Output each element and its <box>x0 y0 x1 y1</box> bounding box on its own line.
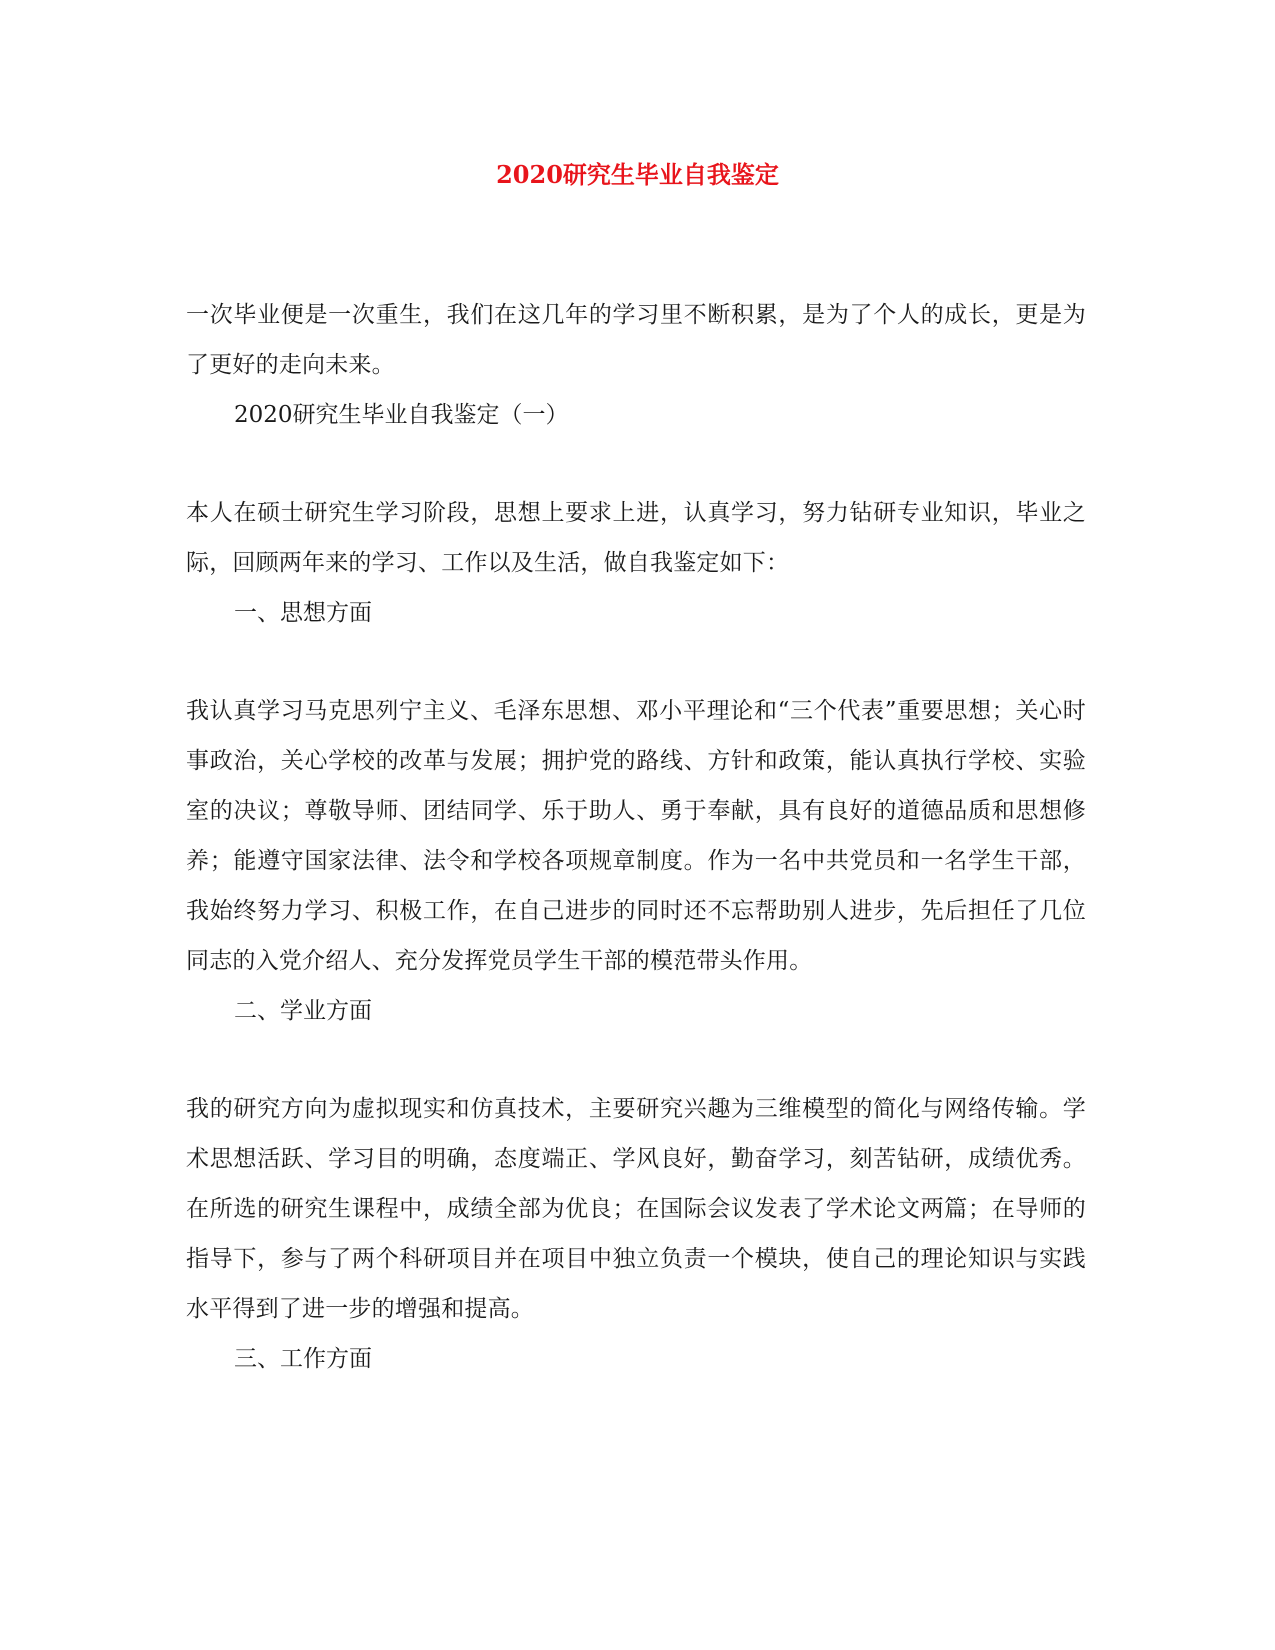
spacer <box>186 440 1086 488</box>
spacer <box>186 1036 1086 1084</box>
opening-paragraph: 本人在硕士研究生学习阶段，思想上要求上进，认真学习，努力钻研专业知识，毕业之际，回顾两年来的学习、工作以及生活，做自我鉴定如下： <box>186 500 1086 576</box>
section-heading-ideology: 一、思想方面 <box>234 600 372 626</box>
intro-paragraph: 一次毕业便是一次重生，我们在这几年的学习里不断积累，是为了个人的成长，更是为了更好的走向未来。 <box>186 302 1086 378</box>
section-heading-academics: 二、学业方面 <box>234 998 372 1024</box>
document-title: 2020研究生毕业自我鉴定 <box>496 160 779 189</box>
document-body <box>186 290 1086 1384</box>
section-body-academics: 我的研究方向为虚拟现实和仿真技术，主要研究兴趣为三维模型的简化与网络传输。学术思想活跃、学习目的明确，态度端正、学风良好，勤奋学习，刻苦钻研，成绩优秀。在所选的研究生课程中，成绩全部为优良；在国际会议发表了学术论文两篇；在导师的指导下，参与了两个科研项目并在项目中独立负责一个模块，使自己的理论知识与实践水平得到了进一步的增强和提高。 <box>186 1096 1086 1322</box>
spacer <box>186 638 1086 686</box>
section-heading-work: 三、工作方面 <box>234 1346 372 1372</box>
section-body-ideology: 我认真学习马克思列宁主义、毛泽东思想、邓小平理论和“三个代表”重要思想；关心时事政治，关心学校的改革与发展；拥护党的路线、方针和政策，能认真执行学校、实验室的决议；尊敬导师、团结同学、乐于助人、勇于奉献，具有良好的道德品质和思想修养；能遵守国家法律、法令和学校各项规章制度。作为一名中共党员和一名学生干部，我始终努力学习、积极工作，在自己进步的同时还不忘帮助别人进步，先后担任了几位同志的入党介绍人、充分发挥党员学生干部的模范带头作用。 <box>186 698 1086 974</box>
subtitle-heading: 2020研究生毕业自我鉴定（一） <box>234 402 569 428</box>
